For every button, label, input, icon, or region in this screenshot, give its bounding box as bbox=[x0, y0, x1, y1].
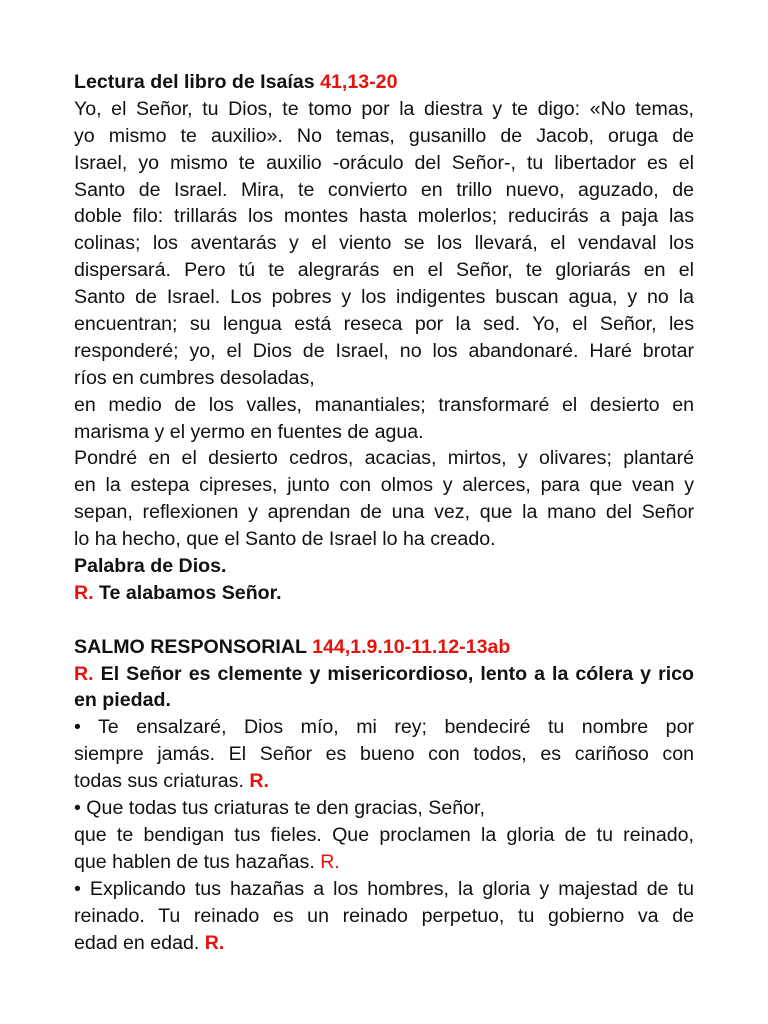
reading-line: lo ha hecho, que el Santo de Israel lo ha creado. bbox=[74, 528, 496, 551]
reading-line: ríos en cumbres desoladas, bbox=[74, 366, 315, 389]
psalm-heading-line bbox=[74, 634, 694, 661]
reading-line: colinas; los aventarás y el viento se los llevará, el vendaval los bbox=[74, 232, 694, 255]
reading-line: Santo de Israel. Mira, te convierto en trillo nuevo, aguzado, de bbox=[74, 178, 694, 201]
stanza-text: todas sus criaturas. bbox=[74, 770, 244, 793]
reading-line: en la estepa cipreses, junto con olmos y alerces, para que vean y bbox=[74, 474, 694, 497]
stanza-line: • Que todas tus criaturas te den gracias, Señor, bbox=[74, 797, 485, 820]
reading-line: Pondré en el desierto cedros, acacias, mirtos, y olivares; plantaré bbox=[74, 447, 694, 470]
reading-response bbox=[74, 580, 694, 607]
response-marker: R. bbox=[74, 581, 94, 604]
psalm-reference: 144,1.9.10-11.12-13ab bbox=[312, 635, 511, 658]
reading-line: en medio de los valles, manantiales; transformaré el desierto en bbox=[74, 393, 694, 416]
reading-line: dispersará. Pero tú te alegrarás en el Señor, te gloriarás en el bbox=[74, 259, 694, 282]
document-page bbox=[74, 69, 694, 956]
psalm-refrain-line: en piedad. bbox=[74, 689, 171, 712]
reading-line: Santo de Israel. Los pobres y los indigentes buscan agua, y no la bbox=[74, 286, 694, 309]
reading-line: Yo, el Señor, tu Dios, te tomo por la diestra y te digo: «No temas, bbox=[74, 97, 694, 120]
stanza-marker: R. bbox=[249, 770, 269, 793]
reading-reference: 41,13-20 bbox=[320, 71, 398, 93]
refrain-text: El Señor es clemente y misericordioso, lento a la cólera y rico bbox=[100, 662, 695, 685]
reading-line: sepan, reflexionen y aprendan de una vez, que la mano del Señor bbox=[74, 501, 694, 524]
stanza-marker: R. bbox=[320, 850, 340, 873]
stanza-text: edad en edad. bbox=[74, 931, 200, 954]
section-spacer bbox=[74, 607, 694, 634]
psalm-heading: SALMO RESPONSORIAL bbox=[74, 635, 307, 658]
response-text: Te alabamos Señor. bbox=[99, 581, 282, 604]
refrain-marker: R. bbox=[74, 662, 94, 685]
reading-heading: Lectura del libro de Isaías bbox=[74, 71, 315, 93]
stanza-line: reinado. Tu reinado es un reinado perpetuo, tu gobierno va de bbox=[74, 904, 694, 927]
reading-line: Israel, yo mismo te auxilio -oráculo del Señor-, tu libertador es el bbox=[74, 151, 694, 174]
reading-closing: Palabra de Dios. bbox=[74, 555, 227, 578]
stanza-line: • Te ensalzaré, Dios mío, mi rey; bendeciré tu nombre por bbox=[74, 716, 694, 739]
stanza-line: • Explicando tus hazañas a los hombres, la gloria y majestad de tu bbox=[74, 877, 694, 900]
stanza-marker: R. bbox=[204, 931, 225, 954]
stanza-text: que hablen de tus hazañas. bbox=[74, 850, 315, 873]
psalm-refrain-line bbox=[74, 661, 694, 688]
stanza-line bbox=[74, 849, 694, 876]
reading-heading-line bbox=[74, 69, 694, 96]
reading-line: marisma y el yermo en fuentes de agua. bbox=[74, 420, 424, 443]
reading-line: responderé; yo, el Dios de Israel, no los abandonaré. Haré brotar bbox=[74, 339, 694, 362]
stanza-line: siempre jamás. El Señor es bueno con todos, es cariñoso con bbox=[74, 743, 694, 766]
reading-line: doble filo: trillarás los montes hasta molerlos; reducirás a paja las bbox=[74, 205, 694, 228]
stanza-line bbox=[74, 768, 694, 795]
reading-line: yo mismo te auxilio». No temas, gusanillo de Jacob, oruga de bbox=[74, 124, 694, 147]
stanza-line: que te bendigan tus fieles. Que proclamen la gloria de tu reinado, bbox=[74, 823, 694, 846]
stanza-line bbox=[74, 930, 694, 957]
reading-line: encuentran; su lengua está reseca por la sed. Yo, el Señor, les bbox=[74, 313, 694, 336]
